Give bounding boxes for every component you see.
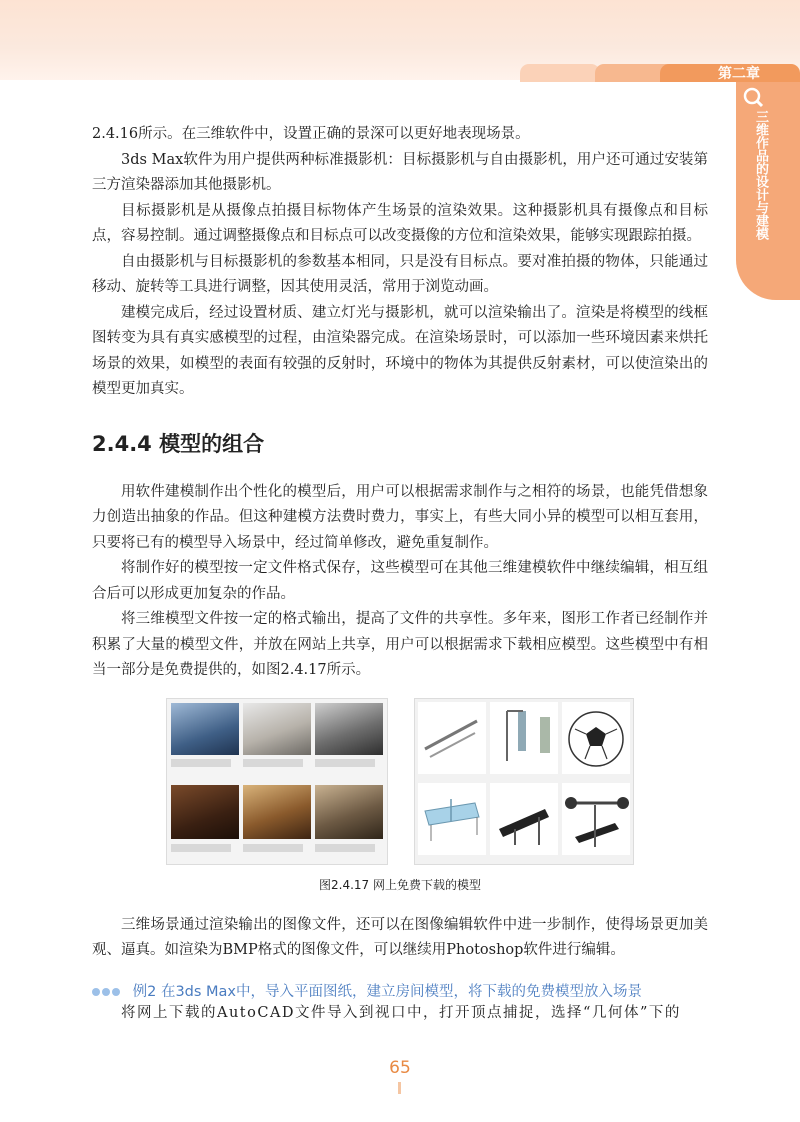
paragraph: 建模完成后，经过设置材质、建立灯光与摄影机，就可以渲染输出了。渲染是将模型的线框图转变为具有真实感模型的过程，由渲染器完成。在渲染场景时，可以添加一些环境因素来烘托场景的效果，如模型的表面有较强的反射时，环境中的物体为其提供反射素材，可以使渲染出的模型更加真实。 bbox=[92, 304, 708, 397]
paragraph: 自由摄影机与目标摄影机的参数基本相同，只是没有目标点。要对准拍摄的物体，只能通过移动、旋转等工具进行调整，因其使用灵活，常用于浏览动画。 bbox=[92, 253, 708, 295]
magnifier-icon bbox=[742, 86, 764, 108]
paragraph: 2.4.16所示。在三维软件中，设置正确的景深可以更好地表现场景。 bbox=[92, 126, 530, 142]
interior-models-screenshot bbox=[166, 698, 388, 865]
header-tab-light bbox=[520, 64, 600, 82]
object-models-screenshot bbox=[414, 698, 634, 865]
page-number: 65 bbox=[389, 1058, 411, 1078]
example-heading bbox=[92, 980, 708, 1001]
side-title: 三维作品的设计与建模 bbox=[753, 110, 768, 240]
page-tick bbox=[398, 1082, 401, 1094]
bullet-dots-icon bbox=[92, 984, 122, 1000]
figure-caption: 图2.4.17 网上免费下载的模型 bbox=[319, 877, 481, 892]
paragraph: 将三维模型文件按一定的格式输出，提高了文件的共享性。多年来，图形工作者已经制作并积累了大量的模型文件，并放在网站上共享，用户可以根据需求下载相应模型。这些模型中有相当一部分是免费提供的，如图2.4.17所示。 bbox=[92, 611, 708, 678]
chapter-label: 第二章 bbox=[718, 66, 760, 82]
section-title: 2.4.4 模型的组合 bbox=[92, 431, 265, 456]
paragraph: 将制作好的模型按一定文件格式保存，这些模型可在其他三维建模软件中继续编辑，相互组合后可以形成更加复杂的作品。 bbox=[92, 560, 708, 602]
paragraph: 3ds Max软件为用户提供两种标准摄影机：目标摄影机与自由摄影机，用户还可通过安装第三方渲染器添加其他摄影机。 bbox=[92, 151, 708, 193]
side-tab bbox=[736, 82, 800, 300]
model-thumbnails-icon bbox=[415, 699, 633, 864]
figure bbox=[92, 698, 708, 868]
paragraph: 三维场景通过渲染输出的图像文件，还可以在图像编辑软件中进一步制作，使得场景更加美观、逼真。如渲染为BMP格式的图像文件，可以继续用Photoshop软件进行编辑。 bbox=[92, 916, 708, 958]
page-content bbox=[92, 122, 708, 1026]
example-label: 例2 在3ds Max中，导入平面图纸，建立房间模型，将下载的免费模型放入场景 bbox=[132, 983, 643, 1000]
paragraph: 用软件建模制作出个性化的模型后，用户可以根据需求制作与之相符的场景，也能凭借想象力创造出抽象的作品。但这种建模方法费时费力，事实上，有些大同小异的模型可以相互套用，只要将已有的模型导入场景中，经过简单修改，避免重复制作。 bbox=[92, 483, 708, 551]
paragraph: 目标摄影机是从摄像点拍摄目标物体产生场景的渲染效果。这种摄影机具有摄像点和目标点，容易控制。通过调整摄像点和目标点可以改变摄像的方位和渲染效果，能够实现跟踪拍摄。 bbox=[92, 202, 708, 244]
paragraph: 将网上下载的AutoCAD文件导入到视口中，打开顶点捕捉，选择“几何体”下的 bbox=[121, 1004, 681, 1021]
